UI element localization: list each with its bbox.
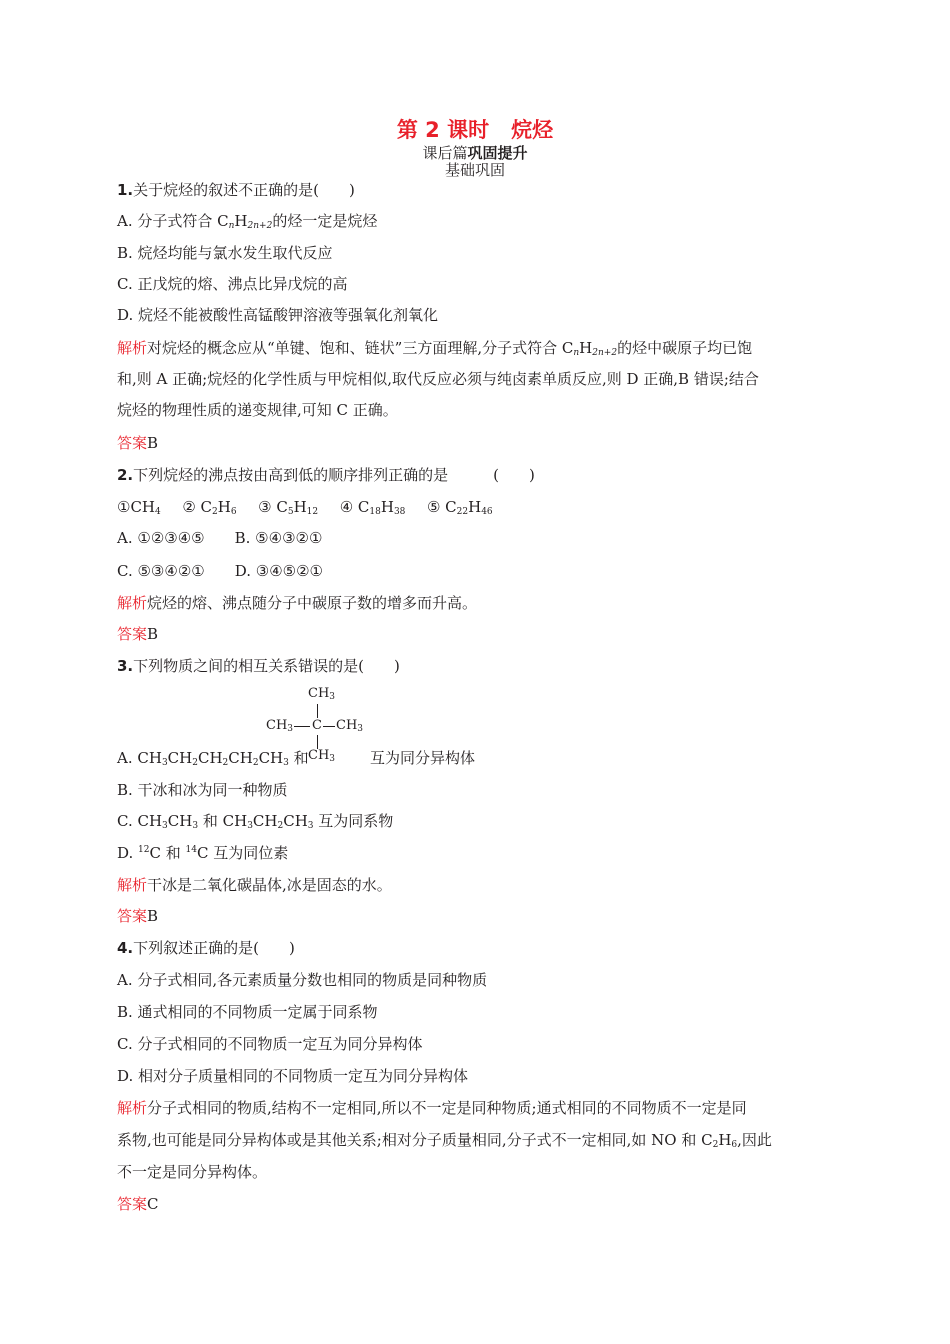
q3-analysis-tag: 解析 [117,876,148,894]
q2-item-4-sub2: 38 [393,507,406,517]
q2-option-c: C. ⑤③④②① [117,562,205,580]
struct-bottom-ch: CH [308,748,330,763]
q1-analysis-line3: 烷烃的物理性质的递变规律,可知 C 正确。 [117,401,398,419]
q3-a-s1: 3 [161,758,168,768]
q2-stem: 下列烷烃的沸点按由高到低的顺序排列正确的是 ( ) [133,466,535,484]
q3-d-sup14: 14 [185,845,197,855]
q1-a-sub-n: n [228,221,235,231]
q4-option-c: C. 分子式相同的不同物质一定互为同分异构体 [117,1035,423,1053]
q4-ana-post: ,因此 [737,1131,772,1149]
q4-analysis-text2: 系物,也可能是同分异构体或是其他关系;相对分子质量相同,分子式不一定相同,如 NO 和 C [117,1131,713,1149]
q4-ana-h: H [718,1131,732,1149]
q3-option-b: B. 干冰和冰为同一种物质 [117,781,288,799]
page-title [0,116,950,144]
struct-left-ch: CH [266,718,288,733]
q3-stem-line [117,656,837,676]
q3-c-s1: 3 [162,821,168,831]
q2-stem-line [117,465,837,485]
q2-number: 2. [117,466,134,484]
q3-d-post: C 互为同位素 [196,844,289,862]
q3-answer-value: B [147,907,159,925]
q2-item-4-h: H [380,498,394,516]
q3-c-m1: CH [167,812,193,830]
q2-item-1: ①CH [117,498,156,516]
q2-options-cd [117,561,837,581]
q2-item-5-sub2: 46 [481,507,493,517]
struct-right-sub: 3 [357,724,364,734]
q1-a-text: A. 分子式符合 C [117,212,229,230]
struct-bond-left [294,726,310,727]
struct-top [308,686,335,702]
q3-c-m3: CH [283,812,308,830]
q4-ana-s1: 2 [712,1140,719,1150]
q3-option-a [117,748,837,768]
q3-c-post: 互为同系物 [313,812,394,830]
q3-a-m4: CH [258,749,284,767]
q4-number: 4. [117,939,134,957]
struct-left [266,718,293,734]
q1-option-d: D. 烷烃不能被酸性高锰酸钾溶液等强氧化剂氧化 [117,306,439,324]
q2-answer-tag: 答案 [117,625,148,643]
q4-analysis-line3: 不一定是同分异构体。 [117,1163,268,1181]
q3-answer [117,906,837,926]
q1-answer-tag: 答案 [117,434,148,452]
title-topic: 烷烃 [511,118,554,142]
q3-c-m2: CH [252,812,278,830]
q3-a-s3: 2 [222,758,229,768]
q3-a-s4: 2 [252,758,259,768]
q3-c-text: C. CH [117,812,163,830]
q1-stem-line [117,180,837,200]
q1-answer-value: B [147,434,159,452]
q3-a-m1: CH [167,749,193,767]
q3-a-and: 和 [288,749,309,767]
q3-a-post: 互为同分异构体 [370,749,476,767]
struct-bond-bottom [317,735,318,749]
struct-center-c: C [312,718,322,733]
q3-a-m3: CH [228,749,253,767]
q1-ana-sub-n: n [573,348,580,358]
struct-bond-top [317,704,318,718]
q2-items [117,497,837,517]
q1-analysis-text: 对烷烃的概念应从“单键、饱和、链状”三方面理解,分子式符合 C [147,339,574,357]
q1-option-c: C. 正戊烷的熔、沸点比异戊烷的高 [117,275,348,293]
q3-d-text: D. [117,844,139,862]
q4-answer-value: C [147,1195,159,1213]
q2-item-2-sub2: 6 [230,507,237,517]
q2-analysis-tag: 解析 [117,594,148,612]
q4-analysis-line2 [117,1130,837,1150]
q2-item-4: ④ C [339,498,370,516]
q3-analysis [117,875,837,895]
q3-c-s4: 2 [277,821,284,831]
q1-ana-sub-2n2: 2n+2 [592,348,618,358]
q4-stem-line [117,938,837,958]
q4-option-a: A. 分子式相同,各元素质量分数也相同的物质是同种物质 [117,971,488,989]
struct-bond-right [323,726,335,727]
q1-ana-post: 的烃中碳原子均已饱 [617,339,753,357]
struct-bottom-sub: 3 [329,754,336,764]
q3-number: 3. [117,657,134,675]
q1-a-h: H [234,212,248,230]
q1-analysis-tag: 解析 [117,339,148,357]
q4-analysis-line1 [117,1098,837,1118]
q4-stem: 下列叙述正确的是( ) [133,939,295,957]
q2-item-4-sub1: 18 [369,507,381,517]
struct-right [336,718,363,734]
q1-option-b: B. 烷烃均能与氯水发生取代反应 [117,244,333,262]
struct-top-ch: CH [308,686,330,701]
q3-d-mid: C 和 [149,844,186,862]
subtitle-prefix: 课后篇 [422,144,468,162]
q2-item-3-sub2: 12 [306,507,319,517]
q2-answer [117,624,837,644]
q1-a-post: 的烃一定是烷烃 [272,212,378,230]
struct-left-sub: 3 [287,724,294,734]
q2-item-5-sub1: 22 [456,507,469,517]
q2-item-2: ② C [182,498,213,516]
q2-item-3-sub1: 5 [287,507,294,517]
q3-a-m2: CH [197,749,223,767]
q1-analysis-line2: 和,则 A 正确;烷烃的化学性质与甲烷相似,取代反应必须与纯卤素单质反应,则 D 正确,B 错误;结合 [117,370,759,388]
section-heading: 基础巩固 [444,161,505,179]
q1-number: 1. [117,181,134,199]
struct-top-sub: 3 [329,692,336,702]
q4-option-d: D. 相对分子质量相同的不同物质一定互为同分异构体 [117,1067,469,1085]
q3-stem: 下列物质之间的相互关系错误的是( ) [133,657,400,675]
q3-c-s3: 3 [247,821,253,831]
q2-item-2-h: H [217,498,231,516]
q3-c-s2: 3 [192,821,199,831]
q3-option-d [117,843,837,863]
q1-a-sub-2n2: 2n+2 [247,221,273,231]
q3-a-text: A. CH [117,749,162,767]
q2-option-a: A. ①②③④⑤ [117,529,205,547]
q2-answer-value: B [147,625,159,643]
q4-analysis-tag: 解析 [117,1099,148,1117]
q1-answer [117,433,837,453]
q4-analysis-text1: 分子式相同的物质,结构不一定相同,所以不一定是同种物质;通式相同的不同物质不一定是同 [147,1099,747,1117]
q2-options-ab [117,528,837,548]
q3-c-and: 和 CH [198,812,248,830]
q2-item-3-h: H [293,498,307,516]
q3-a-s2: 2 [192,758,198,768]
q3-option-c [117,811,837,831]
q3-d-sup12: 12 [138,845,150,855]
q1-stem: 关于烷烃的叙述不正确的是( ) [133,181,355,199]
q4-answer [117,1194,837,1214]
q1-option-a [117,211,837,231]
q4-answer-tag: 答案 [117,1195,148,1213]
q1-ana-h: H [579,339,593,357]
q3-answer-tag: 答案 [117,907,148,925]
q3-analysis-text: 干冰是二氧化碳晶体,冰是固态的水。 [147,876,392,894]
q2-analysis-text: 烷烃的熔、沸点随分子中碳原子数的增多而升高。 [147,594,478,612]
q2-item-5: ⑤ C [426,498,457,516]
struct-right-ch: CH [336,718,358,733]
q1-analysis-line1 [117,338,837,358]
q2-item-1-sub: 4 [155,507,161,517]
q4-option-b: B. 通式相同的不同物质一定属于同系物 [117,1003,378,1021]
q2-item-2-sub1: 2 [212,507,218,517]
q4-ana-s2: 6 [731,1140,738,1150]
q2-option-d: D. ③④⑤②① [234,562,323,580]
q2-item-5-h: H [468,498,482,516]
subtitle-bold: 巩固提升 [467,144,528,162]
title-lesson: 第 2 课时 [396,118,490,142]
q2-analysis [117,593,837,613]
q2-item-3: ③ C [258,498,288,516]
q3-a-s5: 3 [283,758,289,768]
q3-c-s5: 3 [307,821,314,831]
q2-option-b: B. ⑤④③②① [234,529,323,547]
